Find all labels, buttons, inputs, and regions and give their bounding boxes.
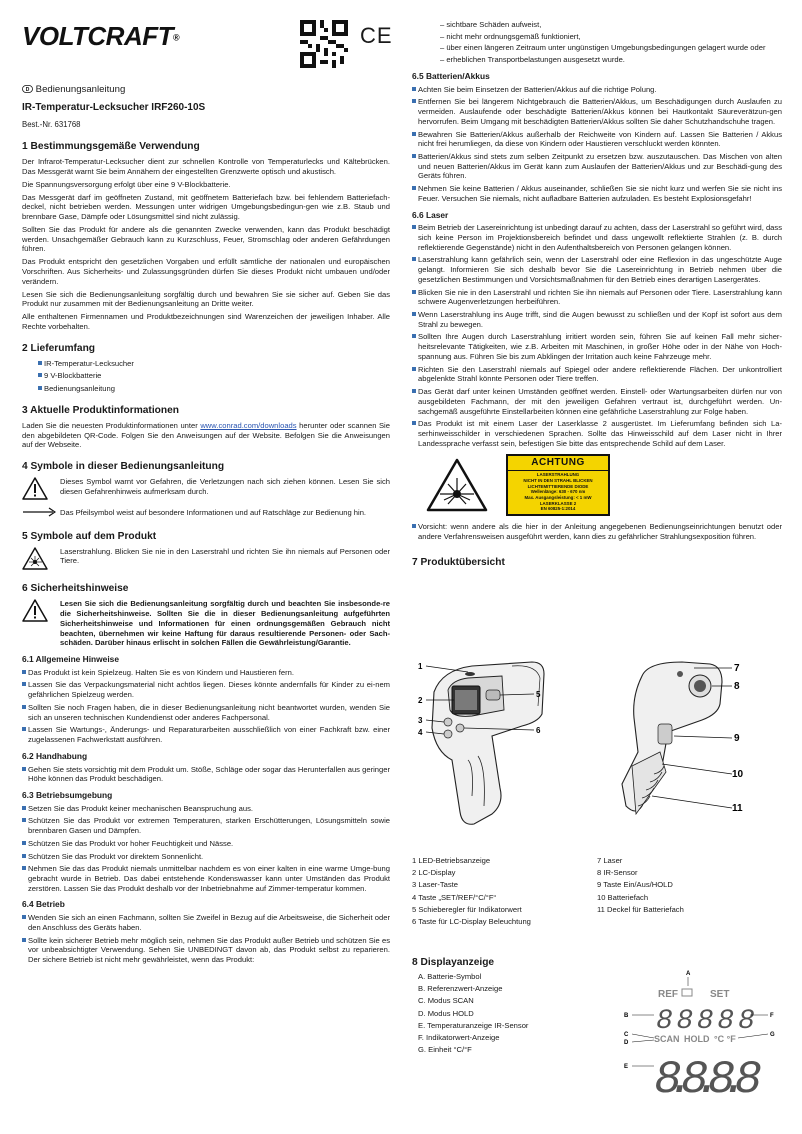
s3-text: Laden Sie die neuesten Produktinformationen unter www.conrad.com/downloads herunter oder scannen Sie den abgebildeten QR-Code. Folgen Sie den Anweisungen auf der Website. Befolgen Sie die Anweisungen auf der Webseite. [22, 420, 390, 450]
lcd-display-diagram [618, 966, 778, 1116]
device-rear-drawing [622, 662, 744, 814]
lcd-letter: G [770, 1032, 775, 1038]
part-item: 2 LC-Display [412, 868, 456, 878]
section-6-3-title: 6.3 Betriebsumgebung [22, 789, 113, 800]
laser-symbol-row [22, 547, 390, 573]
lcd-units: °C °F [714, 1034, 736, 1044]
list-item: Beim Betrieb der Lasereinrichtung ist unbedingt darauf zu achten, dass der Laserstrahl so geführt wird, dass sich keine Person im Projektionsbereich befindet und dass ungewollt reflektierte Strahlen (z. B. durch reflektierende Gegenstände) nicht in den Aufenthaltsbereich von Personen gelangen können. [412, 223, 782, 252]
order-number: Best.-Nr. 631768 [22, 120, 81, 130]
lcd-main-digits: 8.8.8.8 [654, 1054, 762, 1106]
callout: 3 [418, 716, 423, 725]
warning-symbol-text: Dieses Symbol warnt vor Gefahren, die Verletzungen nach sich ziehen können. Lesen Sie sich diesen Gefahrenhinweis aufmerksam durch. [60, 477, 390, 496]
callout: 10 [732, 769, 744, 780]
list-item: Richten Sie den Laserstrahl niemals auf Spiegel oder andere reflektierende Flächen. Der unkontrolliert abgelenkte Strahl könnte Personen oder Tiere treffen. [412, 365, 782, 384]
s1-p5: Das Produkt entspricht den gesetzlichen Vorgaben und erfüllt sämtliche der nationalen und europäischen Vorschriften. Aus Sicherheits- und Zulassungsgründen dürfen Sie dieses Produkt nicht umbauen und/oder verändern. [22, 257, 390, 286]
list-item: Achten Sie beim Einsetzen der Batterien/Akkus auf die richtige Polung. [412, 85, 782, 95]
section-6-title: 6 Sicherheitshinweise [22, 583, 129, 595]
section-2-title: 2 Lieferumfang [22, 342, 96, 354]
lcd-letter: C [624, 1032, 629, 1038]
list-item: Schützen Sie das Produkt vor hoher Feuchtigkeit und Nässe. [22, 839, 390, 849]
callout: 2 [418, 696, 423, 705]
callout: 7 [734, 663, 740, 674]
lcd-letter: A [686, 971, 691, 977]
part-item: 11 Deckel für Batteriefach [597, 904, 684, 914]
language-de-icon [22, 85, 33, 93]
laser-warning-label: ACHTUNG LASERSTRAHLUNG NICHT IN DEN STRAHL BLICKEN LICHTEMITTIERENDE DIODE Wellenlänge: 630 - 670 nm Max. Ausgangsleistung: < 1 mW LASERKLASSE 2 EN 60825-1:2014 [506, 454, 610, 516]
lcd-set: SET [710, 989, 730, 1000]
callout: 8 [734, 681, 740, 692]
lcd-hold: HOLD [684, 1034, 710, 1044]
dash-item: – nicht mehr ordnungsgemäß funktioniert, [440, 31, 581, 41]
part-item: 10 Batteriefach [597, 892, 649, 902]
section-6-2-title: 6.2 Handhabung [22, 750, 88, 761]
arrow-symbol-row [22, 507, 390, 520]
section-6-6-title: 6.6 Laser [412, 209, 449, 220]
product-title: IR-Temperatur-Lecksucher IRF260-10S [22, 102, 206, 114]
section-3-title: 3 Aktuelle Produktinformationen [22, 404, 179, 416]
lcd-letter: B [624, 1013, 629, 1019]
list-item: Batterien/Akkus sind stets zum selben Zeitpunkt zu ersetzen bzw. auszutauschen. Das Mischen von alten und neuen Batterien/Akkus im Gerät kann zum Auslaufen der Batterien/Akkus und zur Beschädi-gung des Geräts führen. [412, 152, 782, 181]
list-item: Bewahren Sie Batterien/Akkus außerhalb der Reichweite von Kindern auf. Lassen Sie Batterien / Akkus nicht frei herumliegen, da diese von Kindern oder Haustieren verschluckt werden könnten. [412, 130, 782, 149]
list-item: Nehmen Sie keine Batterien / Akkus auseinander, schließen Sie sie nicht kurz und werfen Sie sie nicht ins Feuer. Versuchen Sie niemals, nicht aufladbare Batterien aufzuladen. Es besteht Explosionsgefahr! [412, 184, 782, 203]
callout: 6 [536, 726, 541, 735]
list-item: Entfernen Sie bei längerem Nichtgebrauch die Batterien/Akkus, um Beschädigungen durch Auslaufen zu vermeiden. Auslaufende oder beschädigte Batterien/Akkus können bei Hautkontakt Säureverätzun-gen hervorrufen. Beim Umgang mit beschädigten Batterien/Akkus sollten Sie daher Schutzhandschuhe tragen. [412, 97, 782, 126]
s1-p7: Alle enthaltenen Firmennamen und Produktbezeichnungen sind Warenzeichen der jeweiligen Inhaber. Alle Rechte vorbehalten. [22, 312, 390, 331]
list-item: Nehmen Sie das das Produkt niemals unmittelbar nachdem es von einer kalten in eine warme Umge-bung gebracht wurde in Betrieb. Das dabei entstehende Kondenswasser kann unter Umständen das Produkt zerstören. Lassen Sie das Produkt deshalb vor der Inbetriebnahme auf Zimmer-temperatur kommen. [22, 864, 390, 893]
display-item: C. Modus SCAN [418, 996, 474, 1006]
callout: 9 [734, 733, 740, 744]
part-item: 1 LED-Betriebsanzeige [412, 856, 491, 865]
list-item: Schützen Sie das Produkt vor direktem Sonnenlicht. [22, 852, 390, 862]
downloads-link[interactable]: www.conrad.com/downloads [200, 420, 297, 430]
s1-p6: Lesen Sie sich die Bedienungsanleitung sorgfältig durch und bewahren Sie sie sicher auf. Geben Sie das Produkt nur zusammen mit der Bedienungsanleitung an Dritte weiter. [22, 289, 390, 309]
safety-intro-row [22, 599, 390, 648]
device-front-drawing [418, 662, 544, 824]
list-item: Sollte kein sicherer Betrieb mehr möglich sein, nehmen Sie das Produkt außer Betrieb und schützen Sie es vor unbeabsichtigter Verwendung. Sehen Sie UNBEDINGT davon ab, das Produkt selbst zu reparieren. Der sichere Betrieb ist nicht mehr gewährleistet, wenn das Produkt: [22, 936, 390, 965]
list-item: Blicken Sie nie in den Laserstrahl und richten Sie ihn niemals auf Personen oder Tiere. Laserstrahlung kann schwere Augenverletzungen herbeiführen. [412, 288, 782, 307]
parts-list [412, 856, 782, 929]
lcd-ref-digits: 8888 [656, 1006, 734, 1037]
list-item: IR-Temperatur-Lecksucher [38, 359, 390, 369]
svg-text:D: D [25, 87, 30, 93]
part-item: 6 Taste für LC-Display Beleuchtung [412, 917, 531, 927]
section-4-title: 4 Symbole in dieser Bedienungsanleitung [22, 461, 225, 473]
s1-p1: Der Infrarot-Temperatur-Lecksucher dient zur schnellen Kontrolle von Temperaturlecks und Kältebrücken. Das Messgerät warnt Sie beim Annähern der eingestellten Grenzwerte optisch und akustisch. [22, 157, 390, 176]
list-item: Das Gerät darf unter keinen Umständen geöffnet werden. Einstell- oder Wartungsarbeiten dürfen nur von ausgebildeten Fachmann, der mit den jeweiligen Gefahren vertraut ist, durchgeführt werden. Un-sachgemäß ausgeführte Einstellarbeiten können eine gefährliche Laserstrahlung zur Folge haben. [412, 387, 782, 416]
part-item: 4 Taste „SET/REF/°C/°F“ [412, 892, 496, 902]
list-item: Laserstrahlung kann gefährlich sein, wenn der Laserstrahl oder eine Reflexion in das ungeschützte Auge gelangt. Informieren Sie sich deshalb bevor Sie die Lasereinrichtung in Betrieb nehmen über die gesetzlichen Bestimmungen und Vorsichtsmaßnahmen für den Betrieb eines derartigen Lasergerätes. [412, 255, 782, 284]
lcd-indicator-digit: 8 [738, 1006, 755, 1037]
safety-intro-text: Lesen Sie sich die Bedienungsanleitung sorgfältig durch und beachten Sie insbesonde-re die Sicherheitshinweise. Sollten Sie die in dieser Bedienungsanleitung aufgeführten Sicherheitshinweise und Informationen für einen ordnungsgemäßen Gebrauch nicht beachten, übernehmen wir keine Haftung für daraus resultierende Personen- oder Sach-schäden. Darüber hinaus erlischt in solchen Fällen die Gewährleistung/Garantie. [60, 599, 390, 648]
list-item: Sollten Ihre Augen durch Laserstrahlung irritiert worden sein, führen Sie auf keinen Fall mehr sicher-heitsrelevante Tätigkeiten, wie z.B. Arbeiten mit Maschinen, in großer Höhe oder in der Nähe von Hoch-spannung aus. Führen Sie bis zum Abklingen der Irritation auch keine Fahrzeuge mehr. [412, 332, 782, 361]
laser-symbol-text: Laserstrahlung. Blicken Sie nie in den Laserstrahl und richten Sie ihn niemals auf Personen oder Tiere. [60, 546, 390, 566]
part-item: 5 Schieberegler für Indikatorwert [412, 904, 522, 914]
s1-p3: Das Messgerät darf im geöffneten Zustand, mit geöffnetem Batteriefach bzw. bei fehlendem Batteriefach-deckel, nicht betrieben werden. Messungen unter widrigen Umgebungsbedingun-gen wie z.B. Staub und brennbare Gase, Dämpfe oder Lösungsmittel sind nicht zulässig. [22, 192, 390, 222]
dash-item: – erheblichen Transportbelastungen ausgesetzt wurde. [440, 55, 625, 65]
lcd-letter: D [624, 1040, 629, 1046]
laser-label-block [426, 454, 782, 516]
lcd-ref: REF [658, 989, 678, 1000]
list-item: Wenden Sie sich an einen Fachmann, sollten Sie Zweifel in Bezug auf die Arbeitsweise, die Sicherheit oder den Anschluss des Geräts haben. [22, 913, 390, 932]
brand-logo: VOLTCRAFT® [22, 21, 180, 51]
warning-symbol-row [22, 477, 390, 503]
part-item: 8 IR-Sensor [597, 868, 638, 878]
list-item: Sollten Sie noch Fragen haben, die in dieser Bedienungsanleitung nicht beantwortet wurden, wenden Sie sich an unseren technischen Kundendienst oder anderes Fachpersonal. [22, 703, 390, 722]
display-legend [418, 972, 578, 1058]
display-item: A. Batterie-Symbol [418, 972, 482, 981]
laser-warning-icon [22, 547, 48, 570]
doc-type: D Bedienungsanleitung [22, 84, 390, 96]
caution-note: Vorsicht: wenn andere als die hier in der Anleitung angegebenen Bedienungseinrichtungen benutzt oder andere Verfahrensweisen ausgeführt werden, kann dies zu gefährlicher Strahlungsexposition führen. [412, 522, 782, 541]
list-item: Lassen Sie Wartungs-, Änderungs- und Reparaturarbeiten ausschließlich von einer Fachkraft bzw. einer zugelassenen Fachwerkstatt ausführen. [22, 725, 390, 744]
arrow-right-icon [22, 507, 56, 517]
section-6-4-title: 6.4 Betrieb [22, 899, 65, 910]
callout: 5 [536, 690, 541, 699]
display-item: D. Modus HOLD [418, 1008, 474, 1018]
lcd-letter: F [770, 1013, 774, 1019]
callout: 11 [732, 803, 743, 814]
section-6-5-title: 6.5 Batterien/Akkus [412, 70, 490, 81]
list-item: Wenn Laserstrahlung ins Auge trifft, sind die Augen bewusst zu schließen und der Kopf ist sofort aus dem Strahl zu bewegen. [412, 310, 782, 329]
section-7-title: 7 Produktübersicht [412, 556, 505, 568]
lcd-letter: E [624, 1064, 629, 1070]
arrow-symbol-text: Das Pfeilsymbol weist auf besondere Informationen und auf Ratschläge zur Bedienung hin. [60, 507, 367, 517]
product-overview-diagram [412, 656, 782, 846]
lcd-scan: SCAN [654, 1034, 680, 1044]
warning-triangle-icon [22, 477, 48, 500]
warning-triangle-icon [22, 599, 48, 622]
part-item: 7 Laser [597, 856, 623, 865]
callout: 4 [418, 728, 423, 737]
qr-code-icon [300, 20, 348, 68]
part-item: 3 Laser-Taste [412, 880, 459, 890]
section-1-title: 1 Bestimmungsgemäße Verwendung [22, 141, 200, 153]
laser-hazard-icon [426, 458, 488, 512]
display-item: B. Referenzwert-Anzeige [418, 984, 503, 994]
section-8-title: 8 Displayanzeige [412, 957, 495, 968]
list-item: Lassen Sie das Verpackungsmaterial nicht achtlos liegen. Dieses könnte andernfalls für Kinder zu ei-nem gefährlichen Spielzeug werden. [22, 680, 390, 699]
display-item: F. Indikatorwert-Anzeige [418, 1033, 500, 1043]
list-item: 9 V-Blockbatterie [38, 371, 390, 381]
dash-item: – über einen längeren Zeitraum unter ungünstigen Umgebungsbedingungen gelagert wurde oder [440, 43, 766, 53]
list-item: Bedienungsanleitung [38, 384, 390, 394]
list-item: Gehen Sie stets vorsichtig mit dem Produkt um. Stöße, Schläge oder sogar das Herunterfallen aus geringer Höhe können das Produkt beschädigen. [22, 765, 390, 784]
list-item: Das Produkt ist kein Spielzeug. Halten Sie es von Kindern und Haustieren fern. [22, 668, 390, 678]
list-item: Das Produkt ist mit einem Laser der Laserklasse 2 ausgerüstet. Im Lieferumfang befinden sich La-serhinweisschilder in verschiedenen Sprachen. Sollte das Hinweisschild auf dem Laser nicht in Ihrer Landessprache verfasst sein, befestigen Sie bitte das entsprechende Schild auf dem Laser. [412, 419, 782, 448]
s1-p2: Die Spannungsversorgung erfolgt über eine 9 V-Blockbatterie. [22, 179, 231, 189]
section-6-1-title: 6.1 Allgemeine Hinweise [22, 654, 119, 664]
list-item: Setzen Sie das Produkt keiner mechanischen Beanspruchung aus. [22, 804, 390, 814]
s1-p4: Sollten Sie das Produkt für andere als die genannten Zwecke verwenden, kann das Produkt beschädigt werden. Unsachgemäßer Gebrauch kann zu Kurzschluss, Feuer, Stromschlag oder anderen Gefährdungen führen. [22, 224, 390, 254]
ce-mark: CE [360, 23, 393, 48]
dash-item: – sichtbare Schäden aufweist, [440, 20, 542, 29]
section-5-title: 5 Symbole auf dem Produkt [22, 530, 157, 542]
list-item: Schützen Sie das Produkt vor extremen Temperaturen, starken Erschütterungen, Lösungsmitteln sowie brennbaren Gasen und Dämpfen. [22, 816, 390, 835]
part-item: 9 Taste Ein/Aus/HOLD [597, 880, 673, 890]
callout: 1 [418, 662, 423, 671]
display-item: E. Temperaturanzeige IR-Sensor [418, 1020, 529, 1030]
display-item: G. Einheit °C/°F [418, 1045, 472, 1055]
